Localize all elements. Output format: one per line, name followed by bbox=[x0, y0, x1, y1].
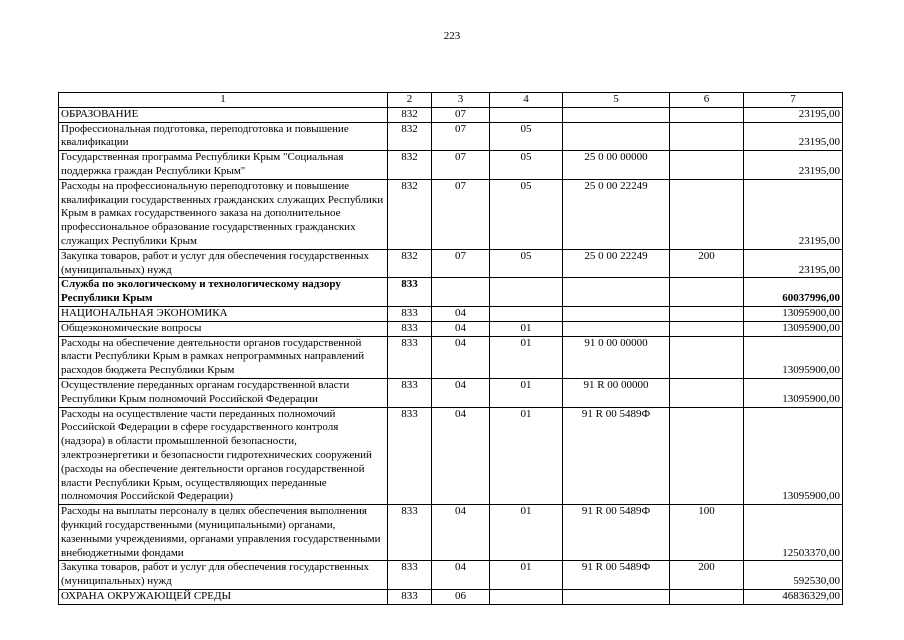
table-row bbox=[59, 336, 843, 378]
row-name: ОБРАЗОВАНИЕ bbox=[59, 107, 388, 122]
target-article-code: 91 R 00 5489Ф bbox=[563, 505, 670, 561]
target-article-code bbox=[563, 589, 670, 604]
ministry-code: 833 bbox=[388, 407, 432, 505]
row-name: Государственная программа Республики Крым "Социальная поддержка граждан Республики Крым" bbox=[59, 151, 388, 180]
target-article-code: 25 0 00 22249 bbox=[563, 249, 670, 278]
expense-type-code bbox=[670, 407, 744, 505]
subsection-code bbox=[490, 306, 563, 321]
table-row bbox=[59, 378, 843, 407]
header-cell: 1 bbox=[59, 93, 388, 108]
table-row bbox=[59, 249, 843, 278]
subsection-code: 01 bbox=[490, 505, 563, 561]
section-code: 04 bbox=[432, 561, 490, 590]
section-code: 07 bbox=[432, 249, 490, 278]
ministry-code: 833 bbox=[388, 278, 432, 307]
table-row bbox=[59, 306, 843, 321]
row-name: Расходы на обеспечение деятельности органов государственной власти Республики Крым в рамках непрограммных направлений расходов бюджета Республики Крым bbox=[59, 336, 388, 378]
subsection-code bbox=[490, 589, 563, 604]
subsection-code: 01 bbox=[490, 407, 563, 505]
subsection-code: 05 bbox=[490, 179, 563, 249]
amount: 60037996,00 bbox=[744, 278, 843, 307]
subsection-code: 05 bbox=[490, 151, 563, 180]
ministry-code: 833 bbox=[388, 505, 432, 561]
expense-type-code bbox=[670, 122, 744, 151]
table-row bbox=[59, 589, 843, 604]
amount: 23195,00 bbox=[744, 179, 843, 249]
subsection-code: 01 bbox=[490, 561, 563, 590]
expense-type-code bbox=[670, 336, 744, 378]
target-article-code bbox=[563, 122, 670, 151]
subsection-code bbox=[490, 278, 563, 307]
row-name: Расходы на выплаты персоналу в целях обеспечения выполнения функций государственными (муниципальными) органами, казенными учреждениями, органами управления государственными внебюджетными фондами bbox=[59, 505, 388, 561]
table-row bbox=[59, 321, 843, 336]
section-code: 04 bbox=[432, 321, 490, 336]
row-name: НАЦИОНАЛЬНАЯ ЭКОНОМИКА bbox=[59, 306, 388, 321]
header-row bbox=[59, 93, 843, 108]
expense-type-code: 100 bbox=[670, 505, 744, 561]
table-row bbox=[59, 122, 843, 151]
subsection-code: 01 bbox=[490, 378, 563, 407]
ministry-code: 833 bbox=[388, 378, 432, 407]
table-row bbox=[59, 505, 843, 561]
section-code: 07 bbox=[432, 122, 490, 151]
row-name: Профессиональная подготовка, переподготовка и повышение квалификации bbox=[59, 122, 388, 151]
section-code: 07 bbox=[432, 179, 490, 249]
section-code: 07 bbox=[432, 151, 490, 180]
target-article-code: 91 R 00 5489Ф bbox=[563, 407, 670, 505]
amount: 13095900,00 bbox=[744, 321, 843, 336]
ministry-code: 833 bbox=[388, 306, 432, 321]
header-cell: 2 bbox=[388, 93, 432, 108]
amount: 46836329,00 bbox=[744, 589, 843, 604]
header-cell: 6 bbox=[670, 93, 744, 108]
row-name: Расходы на осуществление части переданных полномочий Российской Федерации в сфере государственного контроля (надзора) в области промышленной безопасности, электроэнергетики и безопасности гидротехнических сооружений (расходы на обеспечение деятельности органов государственной власти Республики Крым, осуществляющих переданные полномочия Российской Федерации) bbox=[59, 407, 388, 505]
header-cell: 4 bbox=[490, 93, 563, 108]
subsection-code: 05 bbox=[490, 122, 563, 151]
amount: 23195,00 bbox=[744, 122, 843, 151]
section-code: 04 bbox=[432, 336, 490, 378]
expense-type-code bbox=[670, 151, 744, 180]
target-article-code: 25 0 00 00000 bbox=[563, 151, 670, 180]
subsection-code: 05 bbox=[490, 249, 563, 278]
target-article-code bbox=[563, 306, 670, 321]
expense-type-code bbox=[670, 107, 744, 122]
subsection-code: 01 bbox=[490, 321, 563, 336]
ministry-code: 832 bbox=[388, 107, 432, 122]
row-name: Расходы на профессиональную переподготовку и повышение квалификации государственных гражданских служащих Республики Крым в рамках государственного заказа на дополнительное профессиональное образование государственных гражданских служащих Республики Крым bbox=[59, 179, 388, 249]
row-name: Закупка товаров, работ и услуг для обеспечения государственных (муниципальных) нужд bbox=[59, 249, 388, 278]
row-name: Закупка товаров, работ и услуг для обеспечения государственных (муниципальных) нужд bbox=[59, 561, 388, 590]
header-cell: 5 bbox=[563, 93, 670, 108]
ministry-code: 833 bbox=[388, 561, 432, 590]
target-article-code: 91 0 00 00000 bbox=[563, 336, 670, 378]
section-code: 07 bbox=[432, 107, 490, 122]
target-article-code bbox=[563, 278, 670, 307]
ministry-code: 833 bbox=[388, 336, 432, 378]
row-name: ОХРАНА ОКРУЖАЮЩЕЙ СРЕДЫ bbox=[59, 589, 388, 604]
ministry-code: 832 bbox=[388, 122, 432, 151]
amount: 13095900,00 bbox=[744, 378, 843, 407]
section-code bbox=[432, 278, 490, 307]
ministry-code: 832 bbox=[388, 151, 432, 180]
section-code: 04 bbox=[432, 306, 490, 321]
section-code: 04 bbox=[432, 378, 490, 407]
expense-type-code: 200 bbox=[670, 561, 744, 590]
table-row bbox=[59, 107, 843, 122]
target-article-code: 25 0 00 22249 bbox=[563, 179, 670, 249]
header-cell: 7 bbox=[744, 93, 843, 108]
ministry-code: 832 bbox=[388, 249, 432, 278]
page-number: 223 bbox=[443, 30, 461, 42]
subsection-code bbox=[490, 107, 563, 122]
table-row bbox=[59, 151, 843, 180]
ministry-code: 833 bbox=[388, 589, 432, 604]
target-article-code bbox=[563, 107, 670, 122]
section-code: 04 bbox=[432, 505, 490, 561]
table-row bbox=[59, 561, 843, 590]
amount: 23195,00 bbox=[744, 151, 843, 180]
target-article-code: 91 R 00 00000 bbox=[563, 378, 670, 407]
target-article-code: 91 R 00 5489Ф bbox=[563, 561, 670, 590]
amount: 23195,00 bbox=[744, 249, 843, 278]
row-name: Служба по экологическому и технологическому надзору Республики Крым bbox=[59, 278, 388, 307]
target-article-code bbox=[563, 321, 670, 336]
expense-type-code bbox=[670, 306, 744, 321]
budget-table bbox=[58, 92, 843, 605]
row-name: Осуществление переданных органам государственной власти Республики Крым полномочий Российской Федерации bbox=[59, 378, 388, 407]
expense-type-code bbox=[670, 321, 744, 336]
row-name: Общеэкономические вопросы bbox=[59, 321, 388, 336]
table-row bbox=[59, 278, 843, 307]
amount: 592530,00 bbox=[744, 561, 843, 590]
amount: 23195,00 bbox=[744, 107, 843, 122]
expense-type-code bbox=[670, 589, 744, 604]
subsection-code: 01 bbox=[490, 336, 563, 378]
amount: 13095900,00 bbox=[744, 306, 843, 321]
table-row bbox=[59, 407, 843, 505]
amount: 13095900,00 bbox=[744, 407, 843, 505]
expense-type-code bbox=[670, 378, 744, 407]
ministry-code: 833 bbox=[388, 321, 432, 336]
amount: 13095900,00 bbox=[744, 336, 843, 378]
expense-type-code: 200 bbox=[670, 249, 744, 278]
section-code: 06 bbox=[432, 589, 490, 604]
table-row bbox=[59, 179, 843, 249]
section-code: 04 bbox=[432, 407, 490, 505]
header-cell: 3 bbox=[432, 93, 490, 108]
expense-type-code bbox=[670, 179, 744, 249]
expense-type-code bbox=[670, 278, 744, 307]
ministry-code: 832 bbox=[388, 179, 432, 249]
amount: 12503370,00 bbox=[744, 505, 843, 561]
